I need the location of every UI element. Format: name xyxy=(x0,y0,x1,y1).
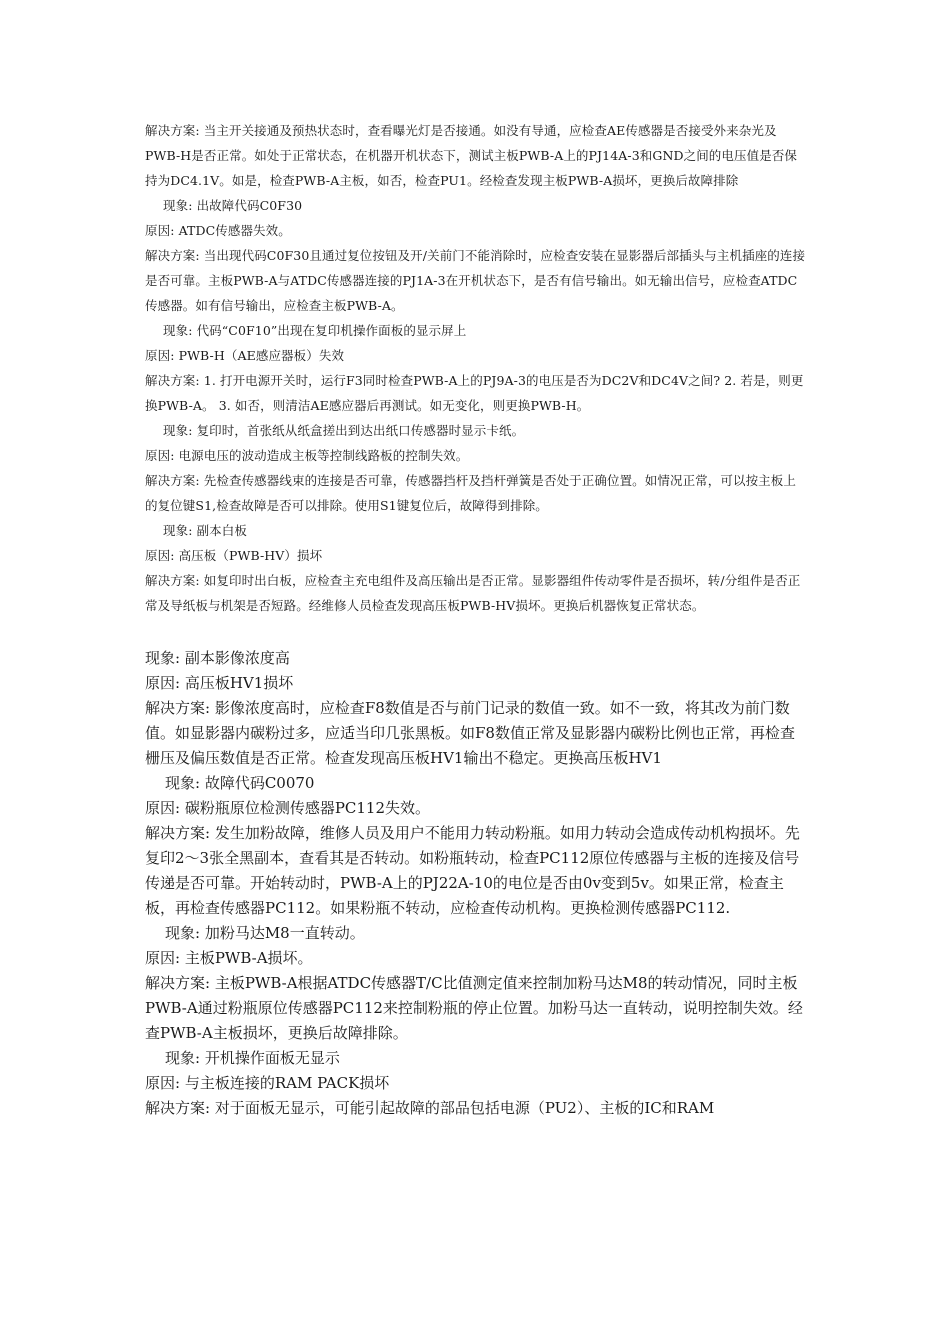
paragraph-symptom: 现象: 故障代码C0070 xyxy=(165,774,315,792)
paragraph-solution: 解决方案: 1. 打开电源开关时，运行F3同时检查PWB-A上的PJ9A-3的电压是否为DC2V和DC4V之间? 2. 若是，则更换PWB-A。 3. 如否，则清洁AE感应器后再测试。如无变化，则更换PWB-H。 xyxy=(145,373,804,413)
paragraph-solution: 解决方案: 发生加粉故障，维修人员及用户不能用力转动粉瓶。如用力转动会造成传动机构损坏。先复印2～3张全黑副本，查看其是否转动。如粉瓶转动，检查PC112原位传感器与主板的连接及信号传递是否可靠。开始转动时，PWB-A上的PJ22A-10的电位是否由0v变到5v。如果正常，检查主板，再检查传感器PC112。如果粉瓶不转动，应检查传动机构。更换检测传感器PC112. xyxy=(145,824,800,917)
paragraph-symptom: 现象: 副本白板 xyxy=(163,523,247,538)
paragraph-symptom: 现象: 加粉马达M8一直转动。 xyxy=(165,924,365,942)
paragraph-cause: 原因: 高压板HV1损坏 xyxy=(145,674,294,692)
paragraph-cause: 原因: 主板PWB-A损坏。 xyxy=(145,949,313,967)
document-page xyxy=(145,118,808,1121)
section-1 xyxy=(145,118,808,618)
paragraph-solution: 解决方案: 当主开关接通及预热状态时，查看曝光灯是否接通。如没有导通，应检查AE传感器是否接受外来杂光及PWB-H是否正常。如处于正常状态，在机器开机状态下，测试主板PWB-A上的PJ14A-3和GND之间的电压值是否保持为DC4.1V。如是，检查PWB-A主板，如否，检查PU1。经检查发现主板PWB-A损坏，更换后故障排除 xyxy=(145,123,798,188)
paragraph-cause: 原因: 碳粉瓶原位检测传感器PC112失效。 xyxy=(145,799,431,817)
paragraph-solution: 解决方案: 当出现代码C0F30且通过复位按钮及开/关前门不能消除时，应检查安装在显影器后部插头与主机插座的连接是否可靠。主板PWB-A与ATDC传感器连接的PJ1A-3在开机状态下，是否有信号输出。如无输出信号，应检查ATDC传感器。如有信号输出，应检查主板PWB-A。 xyxy=(145,248,806,313)
paragraph-cause: 原因: 电源电压的波动造成主板等控制线路板的控制失效。 xyxy=(145,448,469,463)
paragraph-symptom: 现象: 复印时，首张纸从纸盒搓出到达出纸口传感器时显示卡纸。 xyxy=(163,423,525,438)
paragraph-symptom: 现象: 出故障代码C0F30 xyxy=(163,198,303,213)
paragraph-cause: 原因: PWB-H（AE感应器板）失效 xyxy=(145,348,345,363)
paragraph-symptom: 现象: 副本影像浓度高 xyxy=(145,649,290,667)
paragraph-solution: 解决方案: 先检查传感器线束的连接是否可靠，传感器挡杆及挡杆弹簧是否处于正确位置。如情况正常，可以按主板上的复位键S1,检查故障是否可以排除。使用S1键复位后，故障得到排除。 xyxy=(145,473,796,513)
paragraph-cause: 原因: 高压板（PWB-HV）损坏 xyxy=(145,548,323,563)
paragraph-solution: 解决方案: 如复印时出白板，应检查主充电组件及高压输出是否正常。显影器组件传动零件是否损坏，转/分组件是否正常及导纸板与机架是否短路。经维修人员检查发现高压板PWB-HV损坏。更换后机器恢复正常状态。 xyxy=(145,573,801,613)
paragraph-cause: 原因: ATDC传感器失效。 xyxy=(145,223,291,238)
paragraph-solution: 解决方案: 影像浓度高时，应检查F8数值是否与前门记录的数值一致。如不一致，将其改为前门数值。如显影器内碳粉过多，应适当印几张黑板。如F8数值正常及显影器内碳粉比例也正常，再检查栅压及偏压数值是否正常。检查发现高压板HV1输出不稳定。更换高压板HV1 xyxy=(145,699,795,767)
section-2 xyxy=(145,646,808,1121)
paragraph-symptom: 现象: 开机操作面板无显示 xyxy=(165,1049,340,1067)
paragraph-cause: 原因: 与主板连接的RAM PACK损坏 xyxy=(145,1074,390,1092)
paragraph-solution: 解决方案: 主板PWB-A根据ATDC传感器T/C比值测定值来控制加粉马达M8的转动情况，同时主板PWB-A通过粉瓶原位传感器PC112来控制粉瓶的停止位置。加粉马达一直转动，说明控制失效。经查PWB-A主板损坏，更换后故障排除。 xyxy=(145,974,803,1042)
paragraph-solution: 解决方案: 对于面板无显示，可能引起故障的部品包括电源（PU2）、主板的IC和RAM xyxy=(145,1099,715,1117)
paragraph-symptom: 现象: 代码“C0F10”出现在复印机操作面板的显示屏上 xyxy=(163,323,467,338)
